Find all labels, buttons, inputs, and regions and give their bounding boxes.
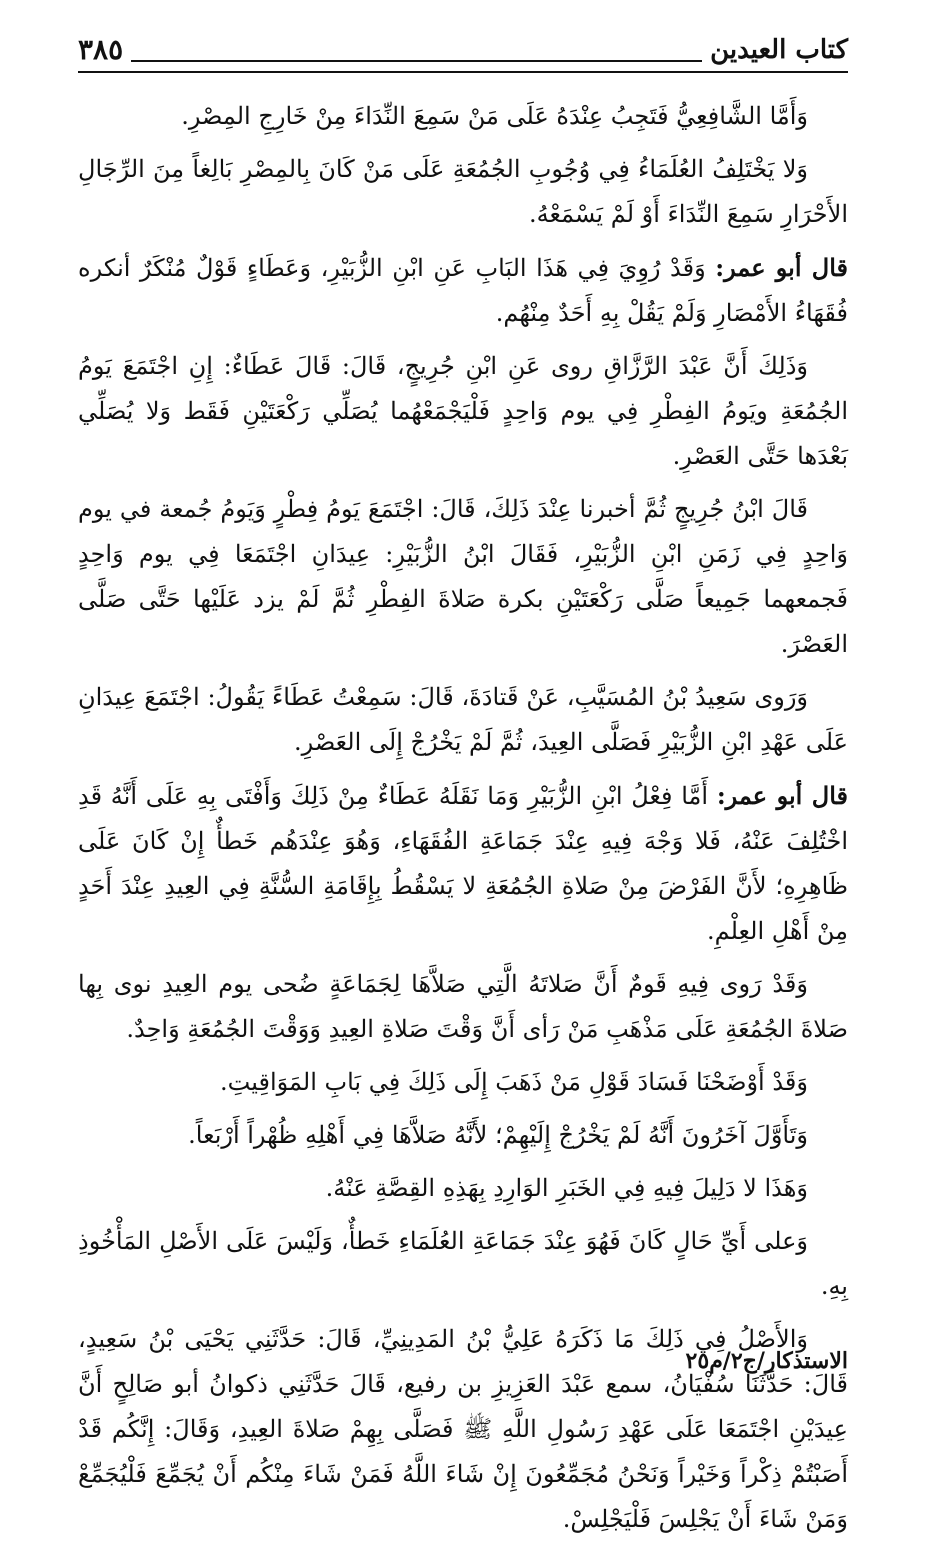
paragraph bbox=[78, 773, 848, 954]
paragraph-text: وَقَدْ رَوى فِيهِ قَومٌ أَنَّ صَلاتَهُ الَّتِي صَلاَّهَا لِجَمَاعَةٍ ضُحى يوم العِيدِ نوى بِها صَلاةَ الجُمُعَةِ عَلَى مَذْهَبِ مَنْ رَأى أَنَّ وَقْتَ صَلاةِ العِيدِ وَوَقْتَ الجُمُعَةِ وَاحِدٌ. bbox=[78, 970, 848, 1043]
paragraph bbox=[78, 245, 848, 336]
paragraph bbox=[78, 1219, 848, 1309]
signature-mark: الاستذكار/ج٢/م٢٥ bbox=[685, 1348, 848, 1374]
paragraph-text: قَالَ ابْنُ جُرِيجٍ ثُمَّ أخبرنا عِنْدَ ذَلِكَ، قَالَ: اجْتَمَعَ يَومُ فِطْرٍ وَيَومُ جُمعة في يوم وَاحِدٍ فِي زَمَنِ ابْنِ الزُّبَيْرِ، فَقَالَ ابْنُ الزُّبَيْرِ: عِيدَانِ اجْتَمَعَا فِي يوم وَاحِدٍ فَجمعهما جَمِيعاً صَلَّى رَكْعَتَيْنِ بكرة صَلاةَ الفِطْرِ ثُمَّ لَمْ يزد عَلَيْها حَتَّى صَلَّى العَصْرَ. bbox=[78, 495, 848, 658]
speaker-label: قال أبو عمر: bbox=[715, 253, 848, 282]
paragraph bbox=[78, 962, 848, 1052]
paragraph bbox=[78, 675, 848, 765]
paragraph-text: وَالأَصْلُ فِي ذَلِكَ مَا ذَكَرَهُ عَلِيُّ بْنُ المَدِينِيِّ، قَالَ: حَدَّثَنِي يَحْيَى بْنُ سَعِيدٍ، قَالَ: حَدَّثَنَا سُفْيَانُ، سمع عَبْدَ العَزِيزِ بن رفيع، قَالَ حَدَّثَنِي ذكوانُ أبو صَالِحٍ أَنَّ عِيدَيْنِ اجْتَمَعَا عَلَى عَهْدِ رَسُولِ اللَّهِ ﷺ فَصَلَّى بِهِمْ صَلاةَ العِيدِ، وَقَالَ: إِنَّكُم قَدْ أَصَبْتُمْ ذِكْراً وَخَيْراً وَنَحْنُ مُجَمِّعُونَ إِنْ شَاءَ اللَّهُ فَمَنْ شَاءَ مِنْكُم أَنْ يُجَمِّعَ فَلْيُجَمِّعْ وَمَنْ شَاءَ أَنْ يَجْلِسَ فَلْيَجْلِسْ. bbox=[78, 1325, 848, 1533]
paragraph bbox=[78, 94, 848, 139]
paragraph bbox=[78, 1113, 848, 1158]
paragraph bbox=[78, 1060, 848, 1105]
paragraph-text: وَعلى أَيِّ حَالٍ كَانَ فَهُوَ عِنْدَ جَمَاعَةِ العُلَمَاءِ خَطأٌ، وَلَيْسَ عَلَى الأَصْلِ المَأْخُوذِ بِهِ. bbox=[78, 1227, 848, 1300]
paragraph-text: وَقَدْ رُوِيَ فِي هَذَا البَابِ عَنِ ابْنِ الزُّبَيْرِ، وَعَطَاءٍ قَوْلٌ مُنْكَرٌ أنكره فُقَهَاءُ الأَمْصَارِ وَلَمْ يَقُلْ بِهِ أَحَدٌ مِنْهُم. bbox=[78, 254, 848, 327]
paragraph-text: وَلا يَخْتَلِفُ العُلَمَاءُ فِي وُجُوبِ الجُمُعَةِ عَلَى مَنْ كَانَ بِالمِصْرِ بَالِغاً مِنَ الرِّجَالِ الأَحْرَارِ سَمِعَ النِّدَاءَ أَوْ لَمْ يَسْمَعْهُ. bbox=[78, 155, 848, 228]
paragraph-text: وَهَذَا لا دَلِيلَ فِيهِ فِي الخَبَرِ الوَارِدِ بِهَذِهِ القِصَّةِ عَنْهُ. bbox=[325, 1174, 808, 1202]
running-header bbox=[78, 28, 848, 72]
chapter-title: كتاب العيدين bbox=[710, 35, 848, 65]
header-rule bbox=[78, 71, 848, 73]
paragraph-text: وَرَوى سَعِيدُ بْنُ المُسَيَّبِ، عَنْ قَتادَةَ، قَالَ: سَمِعْتُ عَطَاءً يَقُولُ: اجْتَمَعَ عِيدَانِ عَلَى عَهْدِ ابْنِ الزُّبَيْرِ فَصَلَّى العِيدَ، ثُمَّ لَمْ يَخْرُجْ إِلَى العَصْرِ. bbox=[78, 683, 848, 756]
paragraph-text: وَأَمَّا الشَّافِعِيُّ فَتَجِبُ عِنْدَهُ عَلَى مَنْ سَمِعَ النِّدَاءَ مِنْ خَارِجِ المِصْرِ. bbox=[181, 102, 808, 130]
speaker-label: قال أبو عمر: bbox=[716, 781, 849, 810]
paragraph-text: أَمَّا فِعْلُ ابْنِ الزُّبَيْرِ وَمَا نَقَلَهُ عَطَاءٌ مِنْ ذَلِكَ وَأَفْتَى بِهِ عَلَى أَنَّهُ قَدِ اخْتُلِفَ عَنْهُ، فَلا وَجْهَ فِيهِ عِنْدَ جَمَاعَةِ الفُقَهَاءِ، وَهُوَ عِنْدَهُم خَطأٌ إِنْ كَانَ عَلَى ظَاهِرِهِ؛ لأَنَّ الفَرْضَ مِنْ صَلاةِ الجُمُعَةِ لا يَسْقُطُ بِإِقَامَةِ السُّنَّةِ فِي العِيدِ عِنْدَ أَحَدٍ مِنْ أَهْلِ العِلْمِ. bbox=[78, 782, 848, 945]
header-leader-line bbox=[131, 60, 702, 62]
paragraph bbox=[78, 147, 848, 237]
paragraph-text: وَذَلِكَ أَنَّ عَبْدَ الرَّزَّاقِ روى عَنِ ابْنِ جُرِيجٍ، قَالَ: قَالَ عَطَاءٌ: إِنِ اجْتَمَعَ يَومُ الجُمُعَةِ ويَومُ الفِطْرِ فِي يوم وَاحِدٍ فَلْيَجْمَعْهُما يُصَلِّي رَكْعَتَيْنِ فَقَط وَلا يُصَلِّي بَعْدَها حَتَّى العَصْرِ. bbox=[78, 352, 848, 470]
text-body bbox=[78, 94, 848, 1550]
page-number: ٣٨٥ bbox=[78, 33, 124, 66]
paragraph-text: وَقَدْ أَوْضَحْنَا فَسَادَ قَوْلِ مَنْ ذَهَبَ إِلَى ذَلِكَ فِي بَابِ المَوَاقِيتِ. bbox=[220, 1068, 808, 1096]
paragraph-text: وَتَأَوَّلَ آخَرُونَ أَنَّهُ لَمْ يَخْرُجْ إِلَيْهِمْ؛ لأَنَّهُ صَلاَّهَا فِي أَهْلِهِ ظُهْراً أَرْبَعاً. bbox=[188, 1121, 808, 1149]
paragraph bbox=[78, 344, 848, 479]
paragraph bbox=[78, 487, 848, 667]
paragraph bbox=[78, 1166, 848, 1211]
